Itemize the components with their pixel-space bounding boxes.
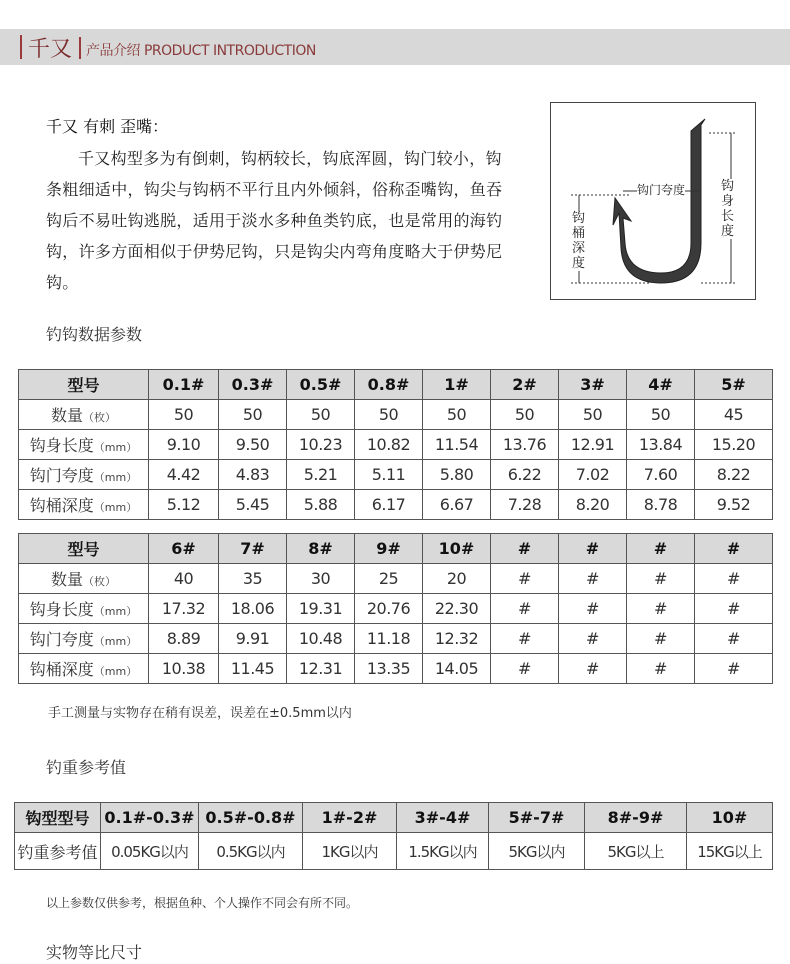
value-cell: 12.32 bbox=[423, 624, 491, 654]
value-cell: 13.35 bbox=[355, 654, 423, 684]
value-cell: 5.80 bbox=[423, 460, 491, 490]
row-label-unit: （mm） bbox=[93, 471, 138, 484]
brand-name: 千又 bbox=[28, 37, 73, 62]
value-cell: 50 bbox=[287, 400, 355, 430]
value-cell: # bbox=[491, 624, 559, 654]
value-cell: 19.31 bbox=[287, 594, 355, 624]
header-cell: 8#-9# bbox=[585, 803, 687, 833]
row-label bbox=[19, 430, 149, 460]
value-cell: # bbox=[695, 654, 773, 684]
row-label bbox=[19, 564, 149, 594]
value-cell: # bbox=[695, 624, 773, 654]
row-label-unit: （mm） bbox=[93, 635, 138, 648]
header-cell: 10# bbox=[687, 803, 773, 833]
value-cell: 17.32 bbox=[149, 594, 219, 624]
value-cell: 4.83 bbox=[219, 460, 287, 490]
value-cell: # bbox=[491, 594, 559, 624]
table-row bbox=[19, 654, 773, 684]
table-row bbox=[19, 400, 773, 430]
value-cell: # bbox=[627, 564, 695, 594]
value-cell: 15KG以上 bbox=[687, 833, 773, 870]
row-label-text: 数量 bbox=[50, 406, 83, 425]
header-cell: 5# bbox=[695, 370, 773, 400]
value-cell: 9.50 bbox=[219, 430, 287, 460]
weight-title: 钓重参考值 bbox=[46, 758, 127, 777]
row-label bbox=[19, 624, 149, 654]
banner-divider bbox=[79, 37, 81, 59]
header-cell: 型号 bbox=[19, 534, 149, 564]
value-cell: 6.67 bbox=[423, 490, 491, 520]
value-cell: 50 bbox=[627, 400, 695, 430]
header-cell: 6# bbox=[149, 534, 219, 564]
header-cell: 9# bbox=[355, 534, 423, 564]
weight-value-row bbox=[15, 833, 773, 870]
value-cell: 18.06 bbox=[219, 594, 287, 624]
value-cell: 13.76 bbox=[491, 430, 559, 460]
value-cell: # bbox=[559, 624, 627, 654]
value-cell: 22.30 bbox=[423, 594, 491, 624]
value-cell: 0.05KG以内 bbox=[101, 833, 199, 870]
value-cell: 11.18 bbox=[355, 624, 423, 654]
value-cell: 50 bbox=[355, 400, 423, 430]
header-cell: 0.5#-0.8# bbox=[199, 803, 303, 833]
value-cell: # bbox=[695, 594, 773, 624]
row-label-unit: （mm） bbox=[93, 665, 138, 678]
header-cell: # bbox=[491, 534, 559, 564]
table-row bbox=[19, 564, 773, 594]
header-cell: 4# bbox=[627, 370, 695, 400]
value-cell: 25 bbox=[355, 564, 423, 594]
value-cell: 13.84 bbox=[627, 430, 695, 460]
value-cell: 0.5KG以内 bbox=[199, 833, 303, 870]
value-cell: 8.22 bbox=[695, 460, 773, 490]
value-cell: # bbox=[559, 594, 627, 624]
header-cell: 3#-4# bbox=[397, 803, 489, 833]
gap-label: 钩门夸度 bbox=[637, 183, 686, 197]
value-cell: 50 bbox=[491, 400, 559, 430]
header-cell: 2# bbox=[491, 370, 559, 400]
value-cell: 5.88 bbox=[287, 490, 355, 520]
banner-divider bbox=[20, 35, 22, 59]
table-header-row bbox=[19, 370, 773, 400]
row-label-unit: （mm） bbox=[93, 501, 138, 514]
header-cell: 0.8# bbox=[355, 370, 423, 400]
length-label: 钩身长度 bbox=[721, 179, 735, 239]
value-cell: 12.91 bbox=[559, 430, 627, 460]
value-cell: 7.02 bbox=[559, 460, 627, 490]
header-cell: 0.1# bbox=[149, 370, 219, 400]
row-label-unit: （枚） bbox=[83, 575, 116, 588]
params-title: 钓钩数据参数 bbox=[46, 325, 143, 344]
weight-note: 以上参数仅供参考，根据鱼种、个人操作不同会有所不同。 bbox=[46, 896, 359, 910]
row-label-text: 数量 bbox=[50, 570, 83, 589]
header-cell: 0.1#-0.3# bbox=[101, 803, 199, 833]
row-label bbox=[19, 594, 149, 624]
value-cell: 7.28 bbox=[491, 490, 559, 520]
value-cell: 30 bbox=[287, 564, 355, 594]
table-row bbox=[19, 460, 773, 490]
value-cell: 9.52 bbox=[695, 490, 773, 520]
weight-table bbox=[14, 802, 773, 870]
params-note: 手工测量与实物存在稍有误差，误差在±0.5mm以内 bbox=[48, 706, 352, 721]
header-cell: 型号 bbox=[19, 370, 149, 400]
value-cell: 5.11 bbox=[355, 460, 423, 490]
header-cell: 1# bbox=[423, 370, 491, 400]
value-cell: 10.82 bbox=[355, 430, 423, 460]
table-row bbox=[19, 490, 773, 520]
value-cell: 9.10 bbox=[149, 430, 219, 460]
header-cell: 5#-7# bbox=[489, 803, 585, 833]
value-cell: 4.42 bbox=[149, 460, 219, 490]
value-cell: 11.54 bbox=[423, 430, 491, 460]
hook-diagram bbox=[550, 102, 756, 300]
value-cell: 50 bbox=[423, 400, 491, 430]
value-cell: 5KG以内 bbox=[489, 833, 585, 870]
row-label-text: 钩门夸度 bbox=[29, 630, 94, 649]
header-cell: 3# bbox=[559, 370, 627, 400]
value-cell: 5KG以上 bbox=[585, 833, 687, 870]
value-cell: 50 bbox=[559, 400, 627, 430]
header-cell: 8# bbox=[287, 534, 355, 564]
value-cell: # bbox=[559, 564, 627, 594]
value-cell: 8.89 bbox=[149, 624, 219, 654]
params-table-1 bbox=[18, 369, 773, 520]
table-row bbox=[19, 594, 773, 624]
value-cell: 50 bbox=[219, 400, 287, 430]
value-cell: 10.48 bbox=[287, 624, 355, 654]
value-cell: 8.20 bbox=[559, 490, 627, 520]
value-cell: 10.23 bbox=[287, 430, 355, 460]
intro-text: 千又构型多为有倒刺，钩柄较长，钩底浑圆，钩门较小，钩条粗细适中，钩尖与钩柄不平行且内外倾斜，俗称歪嘴钩，鱼吞钩后不易吐钩逃脱，适用于淡水多种鱼类钓底，也是常用的海钓钩，许多方面相似于伊势尼钩，只是钩尖内弯角度略大于伊势尼钩。 bbox=[46, 149, 503, 292]
value-cell: 10.38 bbox=[149, 654, 219, 684]
value-cell: # bbox=[559, 654, 627, 684]
value-cell: # bbox=[491, 654, 559, 684]
row-label-unit: （枚） bbox=[83, 411, 116, 424]
value-cell: 15.20 bbox=[695, 430, 773, 460]
header-cell: 7# bbox=[219, 534, 287, 564]
weight-header-row bbox=[15, 803, 773, 833]
header-cell: 钩型型号 bbox=[15, 803, 101, 833]
value-cell: 14.05 bbox=[423, 654, 491, 684]
value-cell: # bbox=[695, 564, 773, 594]
section-banner bbox=[0, 29, 790, 65]
header-cell: # bbox=[695, 534, 773, 564]
depth-label: 钩桶深度 bbox=[572, 211, 586, 271]
value-cell: 1.5KG以内 bbox=[397, 833, 489, 870]
hook-shape bbox=[613, 119, 705, 283]
value-cell: 5.21 bbox=[287, 460, 355, 490]
value-cell: 5.45 bbox=[219, 490, 287, 520]
row-label bbox=[19, 654, 149, 684]
row-label-text: 钩桶深度 bbox=[29, 496, 94, 515]
header-cell: 0.3# bbox=[219, 370, 287, 400]
row-label-unit: （mm） bbox=[93, 605, 138, 618]
table-header-row bbox=[19, 534, 773, 564]
row-label-text: 钩身长度 bbox=[29, 600, 94, 619]
value-cell: 1KG以内 bbox=[303, 833, 397, 870]
value-cell: 40 bbox=[149, 564, 219, 594]
value-cell: # bbox=[491, 564, 559, 594]
value-cell: # bbox=[627, 624, 695, 654]
banner-subtitle: 产品介绍 PRODUCT INTRODUCTION bbox=[86, 43, 316, 59]
value-cell: 9.91 bbox=[219, 624, 287, 654]
value-cell: # bbox=[627, 654, 695, 684]
value-cell: 12.31 bbox=[287, 654, 355, 684]
params-table-2 bbox=[18, 533, 773, 684]
header-cell: 1#-2# bbox=[303, 803, 397, 833]
row-label bbox=[19, 460, 149, 490]
value-cell: 5.12 bbox=[149, 490, 219, 520]
row-label-text: 钩门夸度 bbox=[29, 466, 94, 485]
value-cell: 20.76 bbox=[355, 594, 423, 624]
row-label-unit: （mm） bbox=[93, 441, 138, 454]
row-label bbox=[19, 400, 149, 430]
row-label-text: 钩桶深度 bbox=[29, 660, 94, 679]
row-label: 钓重参考值 bbox=[15, 833, 101, 870]
value-cell: 45 bbox=[695, 400, 773, 430]
value-cell: 8.78 bbox=[627, 490, 695, 520]
value-cell: 11.45 bbox=[219, 654, 287, 684]
value-cell: 20 bbox=[423, 564, 491, 594]
value-cell: 35 bbox=[219, 564, 287, 594]
row-label bbox=[19, 490, 149, 520]
table-row bbox=[19, 624, 773, 654]
header-cell: # bbox=[627, 534, 695, 564]
value-cell: 6.17 bbox=[355, 490, 423, 520]
value-cell: # bbox=[627, 594, 695, 624]
header-cell: # bbox=[559, 534, 627, 564]
value-cell: 7.60 bbox=[627, 460, 695, 490]
table-row bbox=[19, 430, 773, 460]
header-cell: 10# bbox=[423, 534, 491, 564]
footer-title: 实物等比尺寸 bbox=[46, 943, 143, 962]
header-cell: 0.5# bbox=[287, 370, 355, 400]
row-label-text: 钩身长度 bbox=[29, 436, 94, 455]
value-cell: 6.22 bbox=[491, 460, 559, 490]
intro-heading: 千又 有刺 歪嘴： bbox=[46, 117, 169, 136]
value-cell: 50 bbox=[149, 400, 219, 430]
